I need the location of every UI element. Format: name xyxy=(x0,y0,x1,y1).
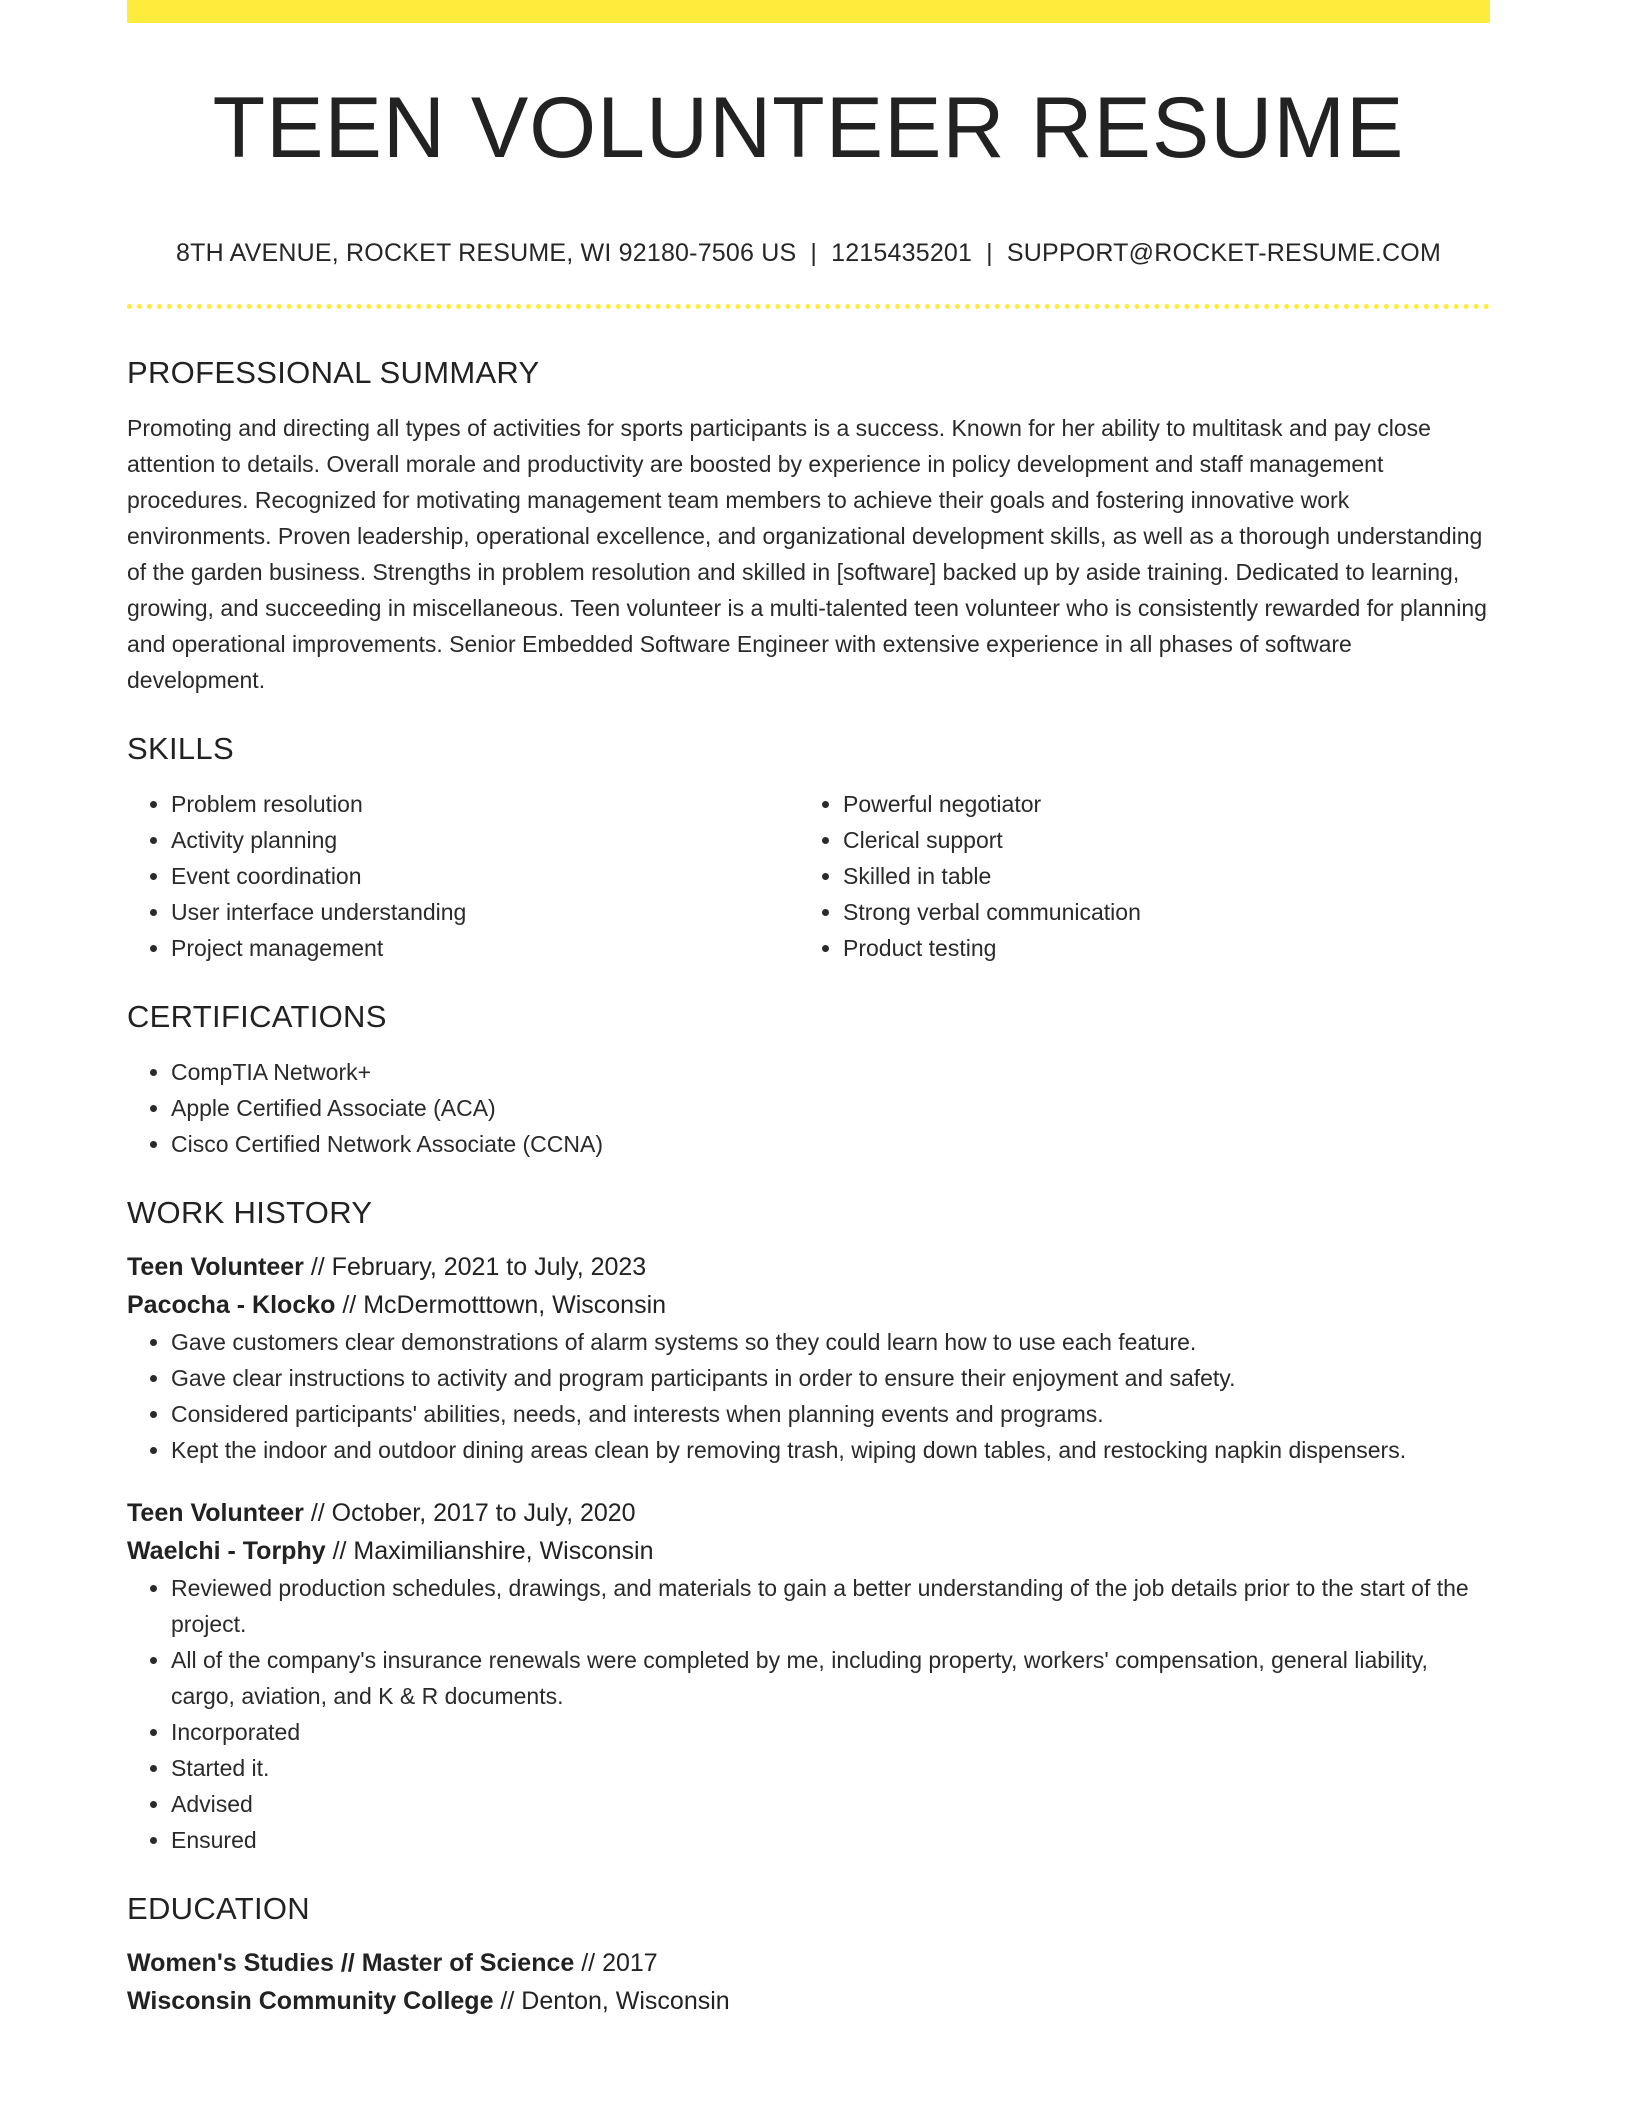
job-bullet: • Kept the indoor and outdoor dining areas clean by removing trash, wiping down tables, and restocking napkin dispensers. xyxy=(171,1432,1490,1468)
summary-heading: PROFESSIONAL SUMMARY xyxy=(127,355,540,390)
education-degree: Women's Studies // Master of Science xyxy=(127,1949,575,1977)
education-entry xyxy=(127,1944,1490,2020)
certification-item: • Cisco Certified Network Associate (CCNA) xyxy=(171,1126,1490,1162)
job-bullet: • Reviewed production schedules, drawings, and materials to gain a better understanding of the job details prior to the start of the project. xyxy=(171,1570,1490,1642)
certification-item: • CompTIA Network+ xyxy=(171,1054,1490,1090)
job-bullet: • Gave clear instructions to activity and program participants in order to ensure their enjoyment and safety. xyxy=(171,1360,1490,1396)
contact-phone: 1215435201 xyxy=(831,239,973,267)
education-school-line xyxy=(127,1982,1490,2020)
job-role: Teen Volunteer xyxy=(127,1253,304,1281)
dotted-divider xyxy=(127,304,1490,309)
job-title-line xyxy=(127,1494,1490,1532)
skill-item: • Project management xyxy=(171,930,799,966)
job-bullet: • Advised xyxy=(171,1786,1490,1822)
job-bullets xyxy=(127,1324,1490,1468)
education-location: // Denton, Wisconsin xyxy=(493,1987,730,2015)
job-company-line xyxy=(127,1532,1490,1570)
job-bullet: • Gave customers clear demonstrations of alarm systems so they could learn how to use each feature. xyxy=(171,1324,1490,1360)
skills-list-right xyxy=(799,786,1471,966)
resume-title: TEEN VOLUNTEER RESUME xyxy=(212,80,1405,176)
summary-text: Promoting and directing all types of activities for sports participants is a success. Known for her ability to multitask and pay close attention to details. Overall morale and productivity are boosted by experience in policy development and staff management procedures. Recognized for motivating management team members to achieve their goals and fostering innovative work environments. Proven leadership, operational excellence, and organizational development skills, as well as a thorough understanding of the garden business. Strengths in problem resolution and skilled in [software] backed up by aside training. Dedicated to learning, growing, and succeeding in miscellaneous. Teen volunteer is a multi-talented teen volunteer who is consistently rewarded for planning and operational improvements. Senior Embedded Software Engineer with extensive experience in all phases of software development. xyxy=(127,415,1487,693)
skill-item: • Skilled in table xyxy=(843,858,1471,894)
skills-heading: SKILLS xyxy=(127,731,234,766)
contact-email[interactable]: SUPPORT@ROCKET-RESUME.COM xyxy=(1006,239,1441,267)
skills-columns xyxy=(127,786,1490,966)
job-location: // Maximilianshire, Wisconsin xyxy=(325,1537,654,1565)
contact-separator: | xyxy=(986,239,993,267)
skill-item: • Activity planning xyxy=(171,822,799,858)
job-entry xyxy=(127,1248,1490,1468)
job-bullet: • Incorporated xyxy=(171,1714,1490,1750)
job-company-line xyxy=(127,1286,1490,1324)
job-entry xyxy=(127,1494,1490,1858)
job-dates: // October, 2017 to July, 2020 xyxy=(303,1499,636,1527)
job-bullet: • All of the company's insurance renewals were completed by me, including property, workers' compensation, general liability, cargo, aviation, and K & R documents. xyxy=(171,1642,1490,1714)
job-bullet: • Started it. xyxy=(171,1750,1490,1786)
job-company: Waelchi - Torphy xyxy=(127,1537,326,1565)
job-title-line xyxy=(127,1248,1490,1286)
skill-item: • User interface understanding xyxy=(171,894,799,930)
skill-item: • Clerical support xyxy=(843,822,1471,858)
contact-address: 8TH AVENUE, ROCKET RESUME, WI 92180-7506 US xyxy=(176,239,797,267)
certifications-heading: CERTIFICATIONS xyxy=(127,999,387,1034)
certification-item: • Apple Certified Associate (ACA) xyxy=(171,1090,1490,1126)
contact-separator: | xyxy=(810,239,818,267)
accent-bar xyxy=(127,0,1490,23)
work-history-heading: WORK HISTORY xyxy=(127,1195,373,1230)
job-role: Teen Volunteer xyxy=(127,1499,304,1527)
skills-list-left xyxy=(127,786,799,966)
education-degree-line xyxy=(127,1944,1490,1982)
skill-item: • Product testing xyxy=(843,930,1471,966)
certifications-list xyxy=(127,1054,1490,1162)
education-heading: EDUCATION xyxy=(127,1891,310,1926)
job-bullet: • Ensured xyxy=(171,1822,1490,1858)
education-year: // 2017 xyxy=(574,1949,658,1977)
job-company: Pacocha - Klocko xyxy=(127,1291,336,1319)
skill-item: • Event coordination xyxy=(171,858,799,894)
skill-item: • Strong verbal communication xyxy=(843,894,1471,930)
job-dates: // February, 2021 to July, 2023 xyxy=(303,1253,647,1281)
resume-content xyxy=(127,350,1490,2020)
job-location: // McDermotttown, Wisconsin xyxy=(335,1291,667,1319)
skill-item: • Powerful negotiator xyxy=(843,786,1471,822)
education-school: Wisconsin Community College xyxy=(127,1987,494,2015)
contact-line xyxy=(127,236,1490,270)
job-bullets xyxy=(127,1570,1490,1858)
job-bullet: • Considered participants' abilities, needs, and interests when planning events and programs. xyxy=(171,1396,1490,1432)
skill-item: • Problem resolution xyxy=(171,786,799,822)
